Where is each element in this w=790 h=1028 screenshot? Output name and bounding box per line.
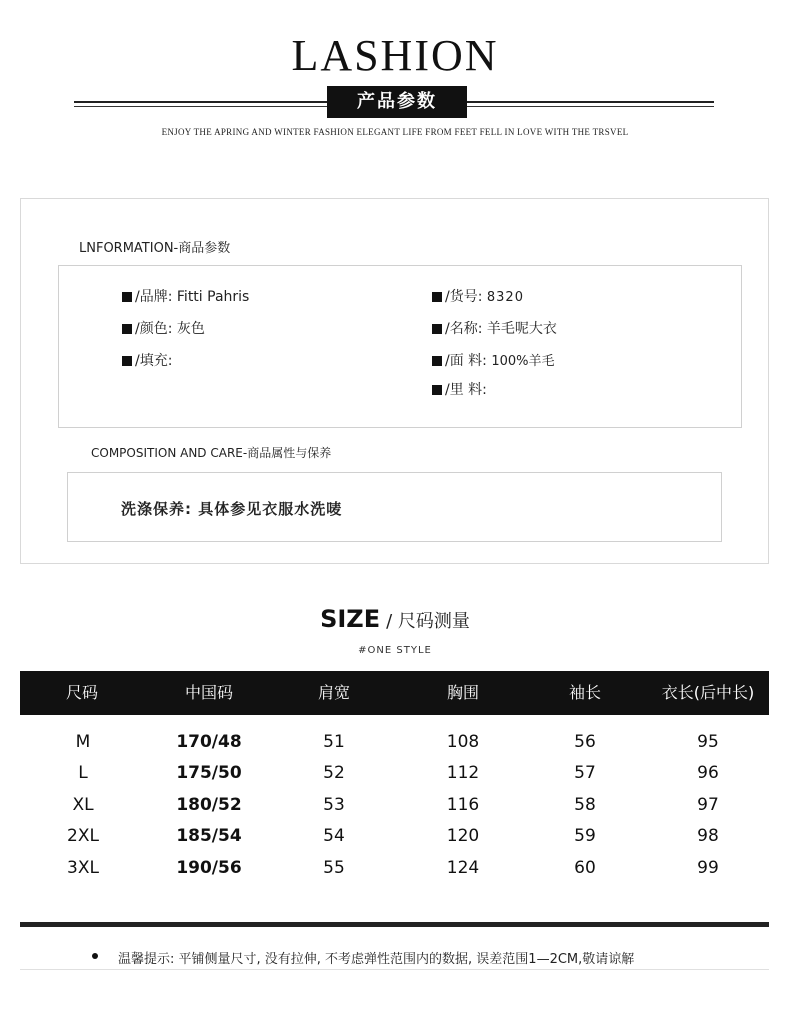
table-cell: 95 [697,732,719,752]
table-cell: 99 [697,858,719,878]
table-cell: 120 [446,826,480,846]
table-cell: 124 [446,858,480,878]
info-title: LNFORMATION-商品参数 [79,241,231,256]
square-bullet-icon [432,292,442,302]
table-cell: 185/54 [176,826,242,846]
section-badge: 产品参数 [327,86,467,118]
prop-item-no: /货号: 8320 [432,286,524,306]
header-rule-left [74,101,327,103]
col-header-shoulder: 肩宽 [317,683,351,702]
table-cell: 60 [574,858,596,878]
table-cell: 170/48 [176,732,242,752]
table-cell: XL [72,795,94,815]
table-cell: 53 [323,795,345,815]
square-bullet-icon [432,385,442,395]
table-cell: L [78,763,88,783]
table-cell: 55 [323,858,345,878]
table-cell: 97 [697,795,719,815]
col-header-size: 尺码 [65,683,99,702]
table-cell: M [75,732,91,752]
square-bullet-icon [432,324,442,334]
bullet-icon [92,953,98,959]
header-rule-right-thin [467,106,714,107]
table-cell: 51 [323,732,345,752]
header-rule-right [467,101,714,103]
prop-lining: /里 料: [432,379,487,399]
table-cell: 59 [574,826,596,846]
size-table-header [20,671,769,715]
table-cell: 3XL [67,858,99,878]
header-rule-left-thin [74,106,327,107]
prop-fabric: /面 料: 100%羊毛 [432,350,555,370]
table-cell: 108 [446,732,480,752]
table-cell: 57 [574,763,596,783]
table-cell: 58 [574,795,596,815]
table-cell: 180/52 [176,795,242,815]
col-header-sleeve: 袖长 [568,683,602,702]
square-bullet-icon [432,356,442,366]
table-cell: 54 [323,826,345,846]
style-tag: #ONE STYLE [358,645,432,656]
size-title: SIZE [320,605,381,633]
footer-divider [20,969,769,970]
col-header-cn-size: 中国码 [184,683,234,702]
care-title: COMPOSITION AND CARE-商品属性与保养 [91,446,332,460]
prop-brand: /品牌: Fitti Pahris [122,286,249,306]
col-header-length: 衣长(后中长) [661,683,755,702]
table-cell: 96 [697,763,719,783]
table-cell: 52 [323,763,345,783]
square-bullet-icon [122,292,132,302]
prop-name: /名称: 羊毛呢大衣 [432,318,557,338]
table-cell: 112 [446,763,480,783]
table-cell: 175/50 [176,763,242,783]
square-bullet-icon [122,324,132,334]
table-cell: 190/56 [176,858,242,878]
care-text: 洗涤保养: 具体参见衣服水洗唛 [121,500,343,518]
size-heading [0,605,790,633]
size-subtitle: / 尺码测量 [386,611,470,632]
col-header-chest: 胸围 [446,683,480,702]
prop-filling: /填充: [122,350,172,370]
prop-color: /颜色: 灰色 [122,318,205,338]
table-cell: 2XL [67,826,99,846]
table-footer-bar [20,922,769,927]
measurement-note: 温馨提示: 平铺侧量尺寸, 没有拉伸, 不考虑弹性范围内的数据, 误差范围1—2CM,敬请谅解 [118,952,635,967]
tagline: ENJOY THE APRING AND WINTER FASHION ELEGANT LIFE FROM FEET FELL IN LOVE WITH THE TRSVEL [161,127,629,137]
table-cell: 56 [574,732,596,752]
table-cell: 98 [697,826,719,846]
table-cell: 116 [446,795,480,815]
square-bullet-icon [122,356,132,366]
brand-title: LASHION [291,31,499,80]
